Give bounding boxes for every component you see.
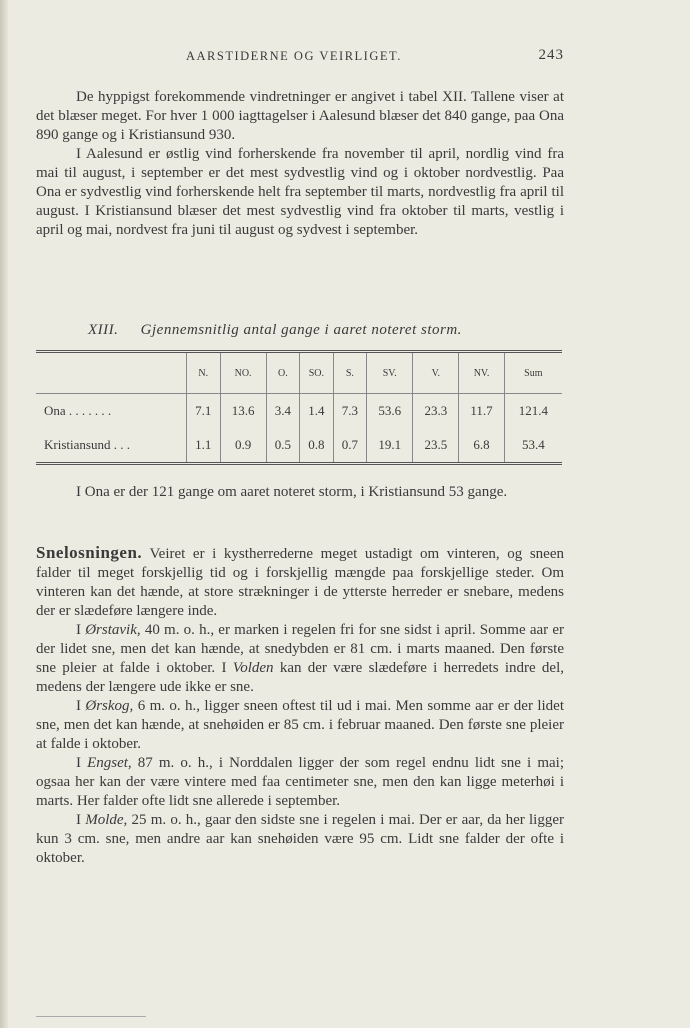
page-spine-edge <box>0 0 8 1028</box>
running-header <box>36 49 564 69</box>
place-name: Volden <box>232 660 274 676</box>
column-header: SV. <box>367 352 413 394</box>
table-cell: 13.6 <box>220 394 266 429</box>
place-name: Molde, <box>85 812 128 828</box>
table-cell: 0.7 <box>333 428 367 464</box>
table-cell: 121.4 <box>504 394 562 429</box>
table-header-row <box>36 352 562 394</box>
table-cell: 53.4 <box>504 428 562 464</box>
table-cell: 0.9 <box>220 428 266 464</box>
orskog-text: 6 m. o. h., ligger sneen oftest til ud i mai. Men somme aar er der lidet sne, men det kan hænde, at snehøiden er 85 cm. i februar maaned. Den første sne pleier at falde i oktober. <box>36 698 564 752</box>
table-cell: 7.3 <box>333 394 367 429</box>
table-cell: 23.3 <box>413 394 459 429</box>
paragraph-wind-frequency: De hyppigst forekommende vindretninger er angivet i tabel XII. Tallene viser at det blæser meget. For hver 1 000 iagttagelser i Aalesund blæser det 840 gange, paa Ona 890 gange og i Kristiansund 930. <box>36 89 564 143</box>
bottom-rule <box>36 1016 146 1017</box>
column-header: NV. <box>459 352 504 394</box>
column-header: S. <box>333 352 367 394</box>
place-name: Engset, <box>87 755 132 771</box>
engset-text: 87 m. o. h., i Norddalen ligger der som regel endnu lidt sne i mai; ogsaa her kan der være vintere med faa centimeter sne, men den kan ligge meterhøi i marts. Her falder ofte lidt sne allerede i september. <box>36 755 564 809</box>
place-name: Ørskog, <box>85 698 134 714</box>
table-cell: 3.4 <box>266 394 300 429</box>
table-cell: 19.1 <box>367 428 413 464</box>
table-cell: 53.6 <box>367 394 413 429</box>
column-header: V. <box>413 352 459 394</box>
table-cell: 6.8 <box>459 428 504 464</box>
column-header: O. <box>266 352 300 394</box>
column-header: Sum <box>504 352 562 394</box>
place-name: Ørstavik, <box>85 622 141 638</box>
storm-table <box>36 350 562 465</box>
table-number: XIII. <box>88 322 119 338</box>
table-cell: 1.1 <box>187 428 221 464</box>
paragraph-engset: I Engset, 87 m. o. h., i Norddalen ligger der som regel endnu lidt sne i mai; ogsaa her kan der være vintere med faa centimeter sne, men den kan ligge meterhøi i marts. Her falder ofte lidt sne allerede i september. <box>36 755 564 809</box>
column-header: N. <box>187 352 221 394</box>
table-cell: 7.1 <box>187 394 221 429</box>
paragraph-orstavik: I Ørstavik, 40 m. o. h., er marken i regelen fri for sne sidst i april. Somme aar er der lidet sne, men det kan hænde, at snedybden er 81 cm. i marts maaned. Den første sne pleier at falde i oktober. I Volden kan der være slædeføre i herredets indre del, medens der længere ude ikke er sne. <box>36 622 564 695</box>
paragraph-orskog: I Ørskog, 6 m. o. h., ligger sneen oftest til ud i mai. Men somme aar er der lidet sne, men det kan hænde, at snehøiden er 85 cm. i februar maaned. Den første sne pleier at falde i oktober. <box>36 698 564 752</box>
table-cell: 0.5 <box>266 428 300 464</box>
wind-paragraphs <box>36 88 564 240</box>
column-header: SO. <box>300 352 334 394</box>
row-label: Ona . . . . . . . <box>44 403 112 418</box>
running-title: AARSTIDERNE OG VEIRLIGET. <box>186 49 402 63</box>
table-row <box>36 428 562 464</box>
table-title: Gjennemsnitlig antal gange i aaret noteret storm. <box>140 322 462 338</box>
paragraph-molde: I Molde, 25 m. o. h., gaar den sidste sne i regelen i mai. Der er aar, da her ligger kun 3 cm. sne, men andre aar kan snehøiden være 95 cm. Lidt sne falder der ofte i oktober. <box>36 812 564 866</box>
table-cell: 11.7 <box>459 394 504 429</box>
page-number: 243 <box>538 47 564 63</box>
paragraph-wind-seasons: I Aalesund er østlig vind forherskende fra november til april, nordlig vind fra mai til august, i september er det mest sydvestlig vind og i oktober nordvestlig. Paa Ona er sydvestlig vind forherskende helt fra september til marts, nordvestlig fra april til august. I Kristiansund blæser det mest sydvestlig vind fra oktober til marts, vestlig i april og mai, nordvest fra juni til august og sydvest i september. <box>36 146 564 238</box>
table-row <box>36 394 562 429</box>
table-cell: 23.5 <box>413 428 459 464</box>
section-heading: Snelosningen. <box>36 543 143 562</box>
molde-text: 25 m. o. h., gaar den sidste sne i regelen i mai. Der er aar, da her ligger kun 3 cm. sne, men andre aar kan snehøiden være 95 cm. Lidt sne falder der ofte i oktober. <box>36 812 564 866</box>
table-cell: 1.4 <box>300 394 334 429</box>
paragraph-snow-intro <box>36 543 564 621</box>
snow-section <box>36 543 564 868</box>
orstavik-text: 40 m. o. h., er marken i regelen fri for sne sidst i april. Somme aar er der lidet sne, men det kan hænde, at snedybden er 81 cm. i marts maaned. Den første sne pleier at falde i oktober. I <box>36 622 564 676</box>
paragraph-storm-count: I Ona er der 121 gange om aaret noteret storm, i Kristiansund 53 gange. <box>76 484 508 500</box>
row-label: Kristiansund . . . <box>44 437 130 452</box>
table-cell: 0.8 <box>300 428 334 464</box>
snow-intro-text: Veiret er i kystherrederne meget ustadigt om vinteren, og sneen falder til meget forskjellig tid og i forskjellig mængde paa forskjellige steder. Om vinteren kan det hænde, at store strækninger i de ytterste herreder er snebare, medens der er slædeføre længere inde. <box>36 546 564 619</box>
table-corner-cell <box>36 352 187 394</box>
volden-text: kan der være slædeføre i herredets indre del, medens der længere ude ikke er sne. <box>36 660 564 695</box>
column-header: NO. <box>220 352 266 394</box>
table-caption <box>88 322 462 339</box>
storm-summary <box>36 483 564 502</box>
